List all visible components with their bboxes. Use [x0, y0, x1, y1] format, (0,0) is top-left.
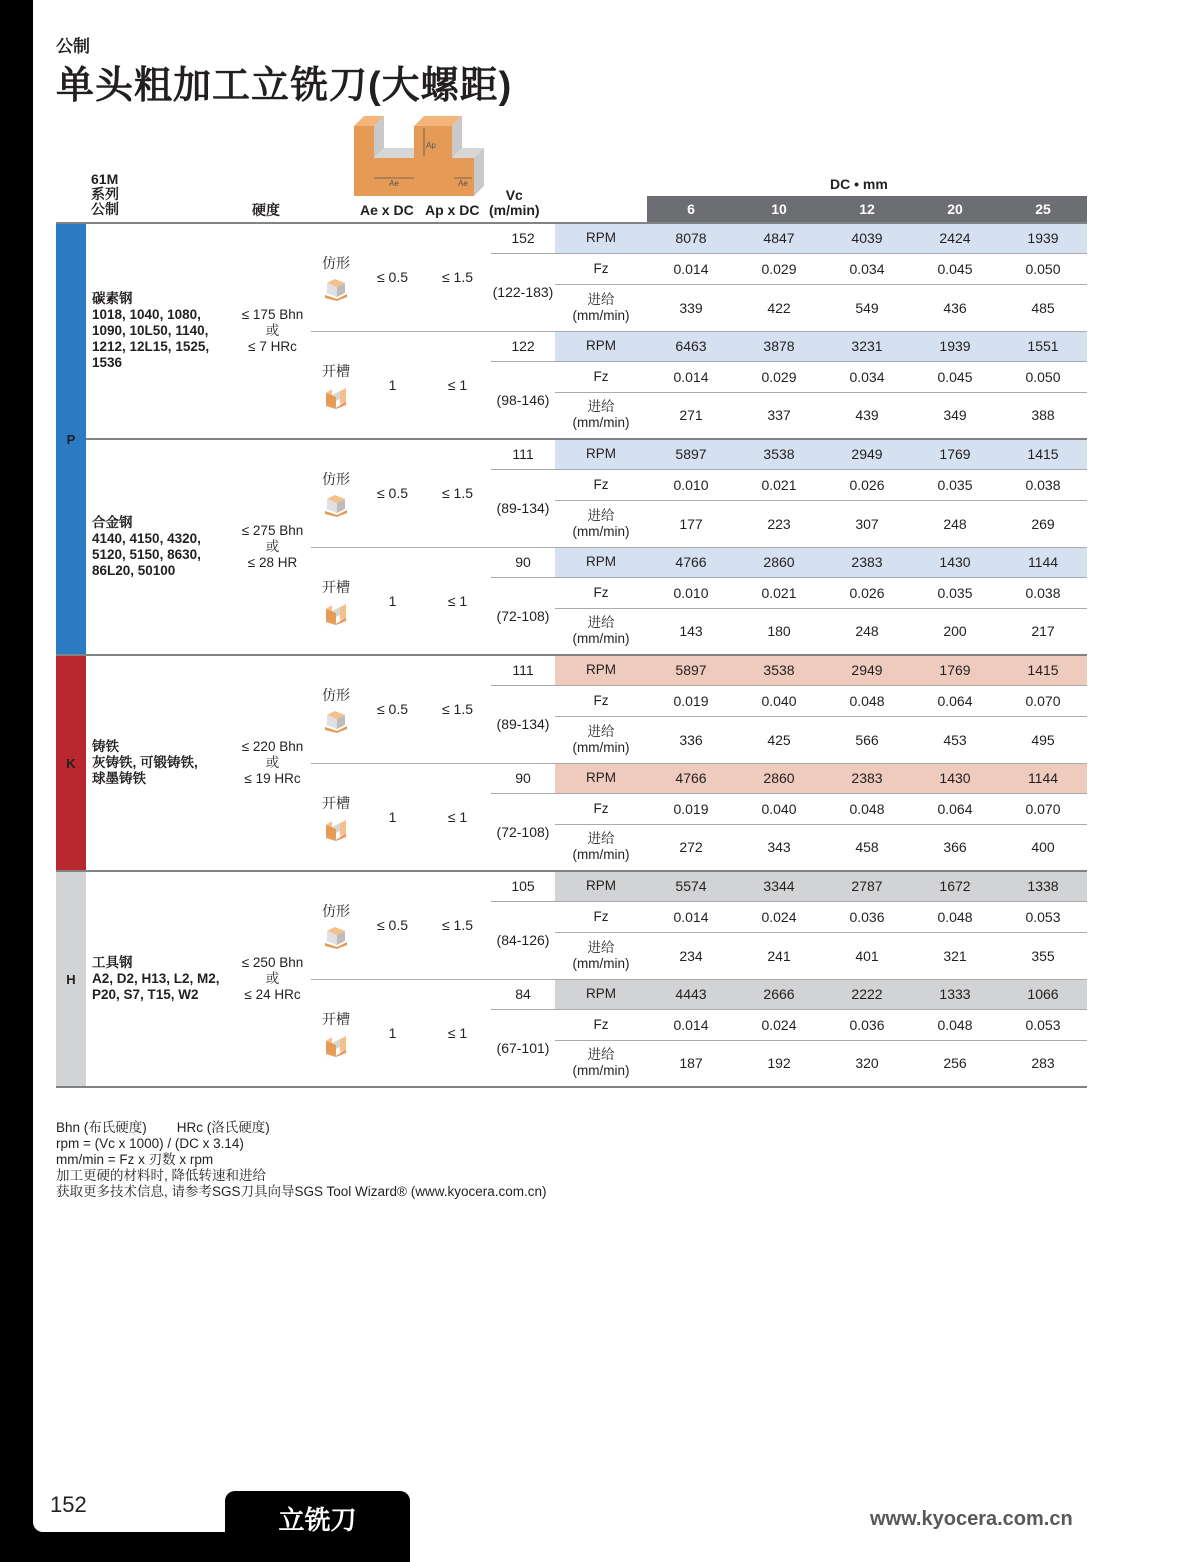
feed-label-text: (mm/min) — [572, 523, 630, 539]
material-grades: 4140, 4150, 4320, — [92, 531, 201, 546]
fz-value: 0.070 — [999, 685, 1087, 716]
hardness — [234, 871, 311, 1087]
fz-value: 0.021 — [735, 577, 823, 608]
hardness-value: ≤ 19 HRc — [244, 771, 301, 786]
ae-value: ≤ 0.5 — [361, 439, 424, 547]
fz-value: 0.026 — [823, 577, 911, 608]
header-spacer — [234, 196, 311, 223]
hardness-value: 或 — [265, 755, 280, 770]
fz-value: 0.050 — [999, 361, 1087, 392]
ap-value: ≤ 1.5 — [424, 655, 491, 763]
feed-value: 436 — [911, 284, 999, 331]
rpm-value: 1672 — [911, 871, 999, 901]
ae-value: ≤ 0.5 — [361, 655, 424, 763]
material-grades: 5120, 5150, 8630, — [92, 547, 201, 562]
metric-label: 公制 — [91, 201, 119, 217]
ap-value: ≤ 1.5 — [424, 439, 491, 547]
feed-label-text: (mm/min) — [572, 1063, 630, 1079]
rpm-value: 5897 — [647, 655, 735, 685]
material-name — [86, 655, 234, 871]
page-title: 单头粗加工立铣刀(大螺距) — [56, 65, 513, 107]
fz-value: 0.034 — [823, 253, 911, 284]
fz-value: 0.010 — [647, 577, 735, 608]
section-tab: 立铣刀 — [225, 1491, 410, 1562]
vc-value: 105 — [491, 871, 555, 901]
rpm-value: 2666 — [735, 979, 823, 1009]
ae-value: ≤ 0.5 — [361, 223, 424, 331]
rpm-value: 2949 — [823, 439, 911, 469]
material-name — [86, 871, 234, 1087]
cutting-data-table — [56, 196, 1087, 1088]
feed-label-text: (mm/min) — [572, 631, 630, 647]
fz-value: 0.038 — [999, 577, 1087, 608]
feed-value: 248 — [911, 500, 999, 547]
rpm-row — [56, 439, 1087, 469]
profiling-icon — [323, 709, 349, 733]
fz-label: Fz — [555, 685, 647, 716]
vc-range: (98-146) — [491, 361, 555, 439]
fz-value: 0.024 — [735, 901, 823, 932]
feed-label-text: 进给 — [587, 939, 615, 955]
rpm-label: RPM — [555, 439, 647, 469]
material-name — [86, 439, 234, 655]
rpm-value: 3538 — [735, 655, 823, 685]
rpm-label: RPM — [555, 655, 647, 685]
rpm-label: RPM — [555, 223, 647, 253]
hardness-value: ≤ 7 HRc — [248, 339, 297, 354]
feed-value: 566 — [823, 716, 911, 763]
header-spacer — [86, 196, 234, 223]
rpm-value: 2787 — [823, 871, 911, 901]
note: mm/min = Fz x 刃数 x rpm — [56, 1152, 214, 1167]
fz-value: 0.014 — [647, 1009, 735, 1040]
feed-value: 271 — [647, 392, 735, 439]
material-grades: P20, S7, T15, W2 — [92, 987, 199, 1002]
feed-value: 192 — [735, 1040, 823, 1087]
rpm-value: 1415 — [999, 439, 1087, 469]
rpm-value: 4847 — [735, 223, 823, 253]
profiling-icon — [323, 925, 349, 949]
vc-value: 152 — [491, 223, 555, 253]
rpm-value: 2860 — [735, 547, 823, 577]
rpm-value: 1144 — [999, 547, 1087, 577]
rpm-value: 1333 — [911, 979, 999, 1009]
feed-value: 307 — [823, 500, 911, 547]
rpm-value: 1415 — [999, 655, 1087, 685]
operation-label: 开槽 — [322, 1010, 350, 1027]
feed-label-text: (mm/min) — [572, 739, 630, 755]
rpm-value: 2383 — [823, 763, 911, 793]
feed-value: 495 — [999, 716, 1087, 763]
vc-range: (89-134) — [491, 469, 555, 547]
feed-label — [555, 1040, 647, 1087]
rpm-value: 3344 — [735, 871, 823, 901]
operation — [311, 439, 361, 547]
fz-value: 0.014 — [647, 253, 735, 284]
feed-value: 217 — [999, 608, 1087, 655]
website-url: www.kyocera.com.cn — [870, 1508, 1073, 1530]
header-spacer — [311, 196, 361, 223]
fz-label: Fz — [555, 469, 647, 500]
feed-label — [555, 500, 647, 547]
dc-header: DC • mm — [830, 176, 888, 192]
fz-value: 0.053 — [999, 901, 1087, 932]
fz-value: 0.048 — [823, 685, 911, 716]
feed-value: 320 — [823, 1040, 911, 1087]
slotting-icon — [323, 385, 349, 409]
feed-value: 256 — [911, 1040, 999, 1087]
fz-value: 0.040 — [735, 685, 823, 716]
dc-column-header: 25 — [999, 196, 1087, 223]
fz-value: 0.019 — [647, 685, 735, 716]
ae-value: 1 — [361, 763, 424, 871]
fz-label: Fz — [555, 1009, 647, 1040]
ap-value: ≤ 1 — [424, 547, 491, 655]
rpm-value: 3878 — [735, 331, 823, 361]
cut-diagram — [352, 116, 484, 198]
note: Bhn (布氏硬度) HRc (洛氏硬度) — [56, 1120, 270, 1135]
fz-label: Fz — [555, 253, 647, 284]
hardness-value: 或 — [265, 323, 280, 338]
rpm-label: RPM — [555, 763, 647, 793]
rpm-value: 1338 — [999, 871, 1087, 901]
slotting-icon — [323, 601, 349, 625]
material-title: 铸铁 — [92, 739, 119, 754]
material-grades: 86L20, 50100 — [92, 563, 176, 578]
fz-value: 0.070 — [999, 793, 1087, 824]
operation-label: 开槽 — [322, 362, 350, 379]
rpm-label: RPM — [555, 331, 647, 361]
hardness-value: 或 — [265, 971, 280, 986]
rpm-label: RPM — [555, 547, 647, 577]
ae-value: ≤ 0.5 — [361, 871, 424, 979]
rpm-value: 1430 — [911, 763, 999, 793]
header-spacer — [424, 196, 491, 223]
ae-header: Ae x DC — [360, 202, 414, 218]
ap-value: ≤ 1.5 — [424, 223, 491, 331]
fz-value: 0.019 — [647, 793, 735, 824]
hardness-value: 或 — [265, 539, 280, 554]
rpm-row — [56, 871, 1087, 901]
note: rpm = (Vc x 1000) / (DC x 3.14) — [56, 1136, 244, 1151]
feed-label-text: (mm/min) — [572, 415, 630, 431]
vc-value: 90 — [491, 763, 555, 793]
feed-value: 549 — [823, 284, 911, 331]
operation — [311, 763, 361, 871]
feed-label — [555, 716, 647, 763]
operation-label: 仿形 — [322, 903, 350, 920]
fz-value: 0.014 — [647, 901, 735, 932]
material-title: 工具钢 — [92, 955, 133, 970]
vc-unit: (m/min) — [489, 202, 540, 218]
operation-label: 仿形 — [322, 687, 350, 704]
feed-value: 200 — [911, 608, 999, 655]
fz-value: 0.038 — [999, 469, 1087, 500]
rpm-value: 8078 — [647, 223, 735, 253]
header-spacer — [491, 196, 555, 223]
dc-column-header: 12 — [823, 196, 911, 223]
vc-label: Vc — [505, 187, 523, 203]
ap-header: Ap x DC — [425, 202, 480, 218]
hardness-value: ≤ 175 Bhn — [241, 307, 304, 322]
fz-value: 0.029 — [735, 253, 823, 284]
ap-value: ≤ 1 — [424, 979, 491, 1087]
profiling-icon — [323, 493, 349, 517]
operation-label: 仿形 — [322, 255, 350, 272]
rpm-row — [56, 223, 1087, 253]
feed-value: 458 — [823, 824, 911, 871]
rpm-value: 1769 — [911, 655, 999, 685]
feed-label-text: 进给 — [587, 291, 615, 307]
rpm-value: 1939 — [911, 331, 999, 361]
fz-value: 0.026 — [823, 469, 911, 500]
rpm-label: RPM — [555, 871, 647, 901]
fz-value: 0.024 — [735, 1009, 823, 1040]
material-grades: 1536 — [92, 355, 123, 370]
fz-label: Fz — [555, 793, 647, 824]
feed-label — [555, 932, 647, 979]
operation — [311, 223, 361, 331]
header-spacer — [555, 196, 647, 223]
feed-value: 321 — [911, 932, 999, 979]
operation-label: 开槽 — [322, 578, 350, 595]
material-name — [86, 223, 234, 439]
rpm-value: 4039 — [823, 223, 911, 253]
feed-value: 349 — [911, 392, 999, 439]
operation-label: 开槽 — [322, 794, 350, 811]
hardness — [234, 655, 311, 871]
fz-value: 0.045 — [911, 361, 999, 392]
fz-value: 0.036 — [823, 901, 911, 932]
feed-value: 422 — [735, 284, 823, 331]
note: 获取更多技术信息, 请参考SGS刀具向导SGS Tool Wizard® (www.kyocera.com.cn) — [56, 1184, 547, 1199]
fz-value: 0.048 — [911, 901, 999, 932]
dc-column-header: 6 — [647, 196, 735, 223]
rpm-value: 2383 — [823, 547, 911, 577]
rpm-value: 1769 — [911, 439, 999, 469]
vc-value: 122 — [491, 331, 555, 361]
feed-value: 400 — [999, 824, 1087, 871]
feed-value: 241 — [735, 932, 823, 979]
feed-value: 180 — [735, 608, 823, 655]
fz-value: 0.050 — [999, 253, 1087, 284]
fz-value: 0.010 — [647, 469, 735, 500]
operation — [311, 655, 361, 763]
ae-value: 1 — [361, 331, 424, 439]
feed-value: 366 — [911, 824, 999, 871]
rpm-value: 5574 — [647, 871, 735, 901]
feed-value: 187 — [647, 1040, 735, 1087]
material-grades: 1212, 12L15, 1525, — [92, 339, 210, 354]
hardness-value: ≤ 220 Bhn — [241, 739, 304, 754]
page-number: 152 — [50, 1492, 87, 1517]
series-label: 系列 — [91, 186, 119, 202]
vc-range: (72-108) — [491, 577, 555, 655]
feed-value: 337 — [735, 392, 823, 439]
feed-label — [555, 824, 647, 871]
feed-value: 234 — [647, 932, 735, 979]
material-grades: 灰铸铁, 可锻铸铁, — [92, 755, 198, 770]
note: 加工更硬的材料时, 降低转速和进给 — [56, 1168, 267, 1183]
feed-value: 269 — [999, 500, 1087, 547]
rpm-value: 2860 — [735, 763, 823, 793]
vc-range: (84-126) — [491, 901, 555, 979]
vc-range: (89-134) — [491, 685, 555, 763]
series-code: 61M — [91, 171, 119, 187]
hardness-value: ≤ 28 HR — [247, 555, 298, 570]
vc-value: 90 — [491, 547, 555, 577]
fz-value: 0.014 — [647, 361, 735, 392]
rpm-label: RPM — [555, 979, 647, 1009]
profiling-icon — [323, 277, 349, 301]
fz-value: 0.053 — [999, 1009, 1087, 1040]
vc-range: (67-101) — [491, 1009, 555, 1087]
rpm-value: 4766 — [647, 547, 735, 577]
slotting-icon — [323, 817, 349, 841]
feed-label-text: 进给 — [587, 831, 615, 847]
feed-label-text: (mm/min) — [572, 307, 630, 323]
material-title: 合金钢 — [92, 515, 133, 530]
notes — [56, 1120, 547, 1200]
hardness-header: 硬度 — [252, 202, 280, 218]
fz-value: 0.034 — [823, 361, 911, 392]
vc-range: (122-183) — [491, 253, 555, 331]
hardness-value: ≤ 24 HRc — [244, 987, 301, 1002]
feed-value: 336 — [647, 716, 735, 763]
unit-label: 公制 — [56, 37, 90, 56]
rpm-value: 6463 — [647, 331, 735, 361]
rpm-value: 1066 — [999, 979, 1087, 1009]
hardness — [234, 439, 311, 655]
vc-value: 111 — [491, 655, 555, 685]
ae-value: 1 — [361, 547, 424, 655]
fz-value: 0.035 — [911, 469, 999, 500]
feed-value: 401 — [823, 932, 911, 979]
header-spacer — [56, 196, 86, 223]
feed-label — [555, 392, 647, 439]
rpm-value: 1430 — [911, 547, 999, 577]
ae-label: Ae — [389, 179, 399, 188]
operation — [311, 979, 361, 1087]
fz-value: 0.045 — [911, 253, 999, 284]
feed-label — [555, 284, 647, 331]
material-grades: 球墨铸铁 — [92, 771, 146, 786]
vc-value: 84 — [491, 979, 555, 1009]
feed-value: 143 — [647, 608, 735, 655]
feed-value: 425 — [735, 716, 823, 763]
feed-label-text: 进给 — [587, 615, 615, 631]
ae-label-2: Ae — [458, 179, 468, 188]
material-grades: 1090, 10L50, 1140, — [92, 323, 209, 338]
material-title: 碳素钢 — [92, 291, 133, 306]
slotting-icon — [323, 1033, 349, 1057]
operation-label: 仿形 — [322, 471, 350, 488]
operation — [311, 871, 361, 979]
feed-value: 339 — [647, 284, 735, 331]
rpm-value: 4443 — [647, 979, 735, 1009]
hardness-value: ≤ 250 Bhn — [241, 955, 304, 970]
fz-value: 0.040 — [735, 793, 823, 824]
ae-value: 1 — [361, 979, 424, 1087]
fz-value: 0.021 — [735, 469, 823, 500]
fz-value: 0.048 — [823, 793, 911, 824]
rpm-value: 3538 — [735, 439, 823, 469]
fz-value: 0.035 — [911, 577, 999, 608]
feed-value: 485 — [999, 284, 1087, 331]
ap-label: Ap — [426, 141, 436, 150]
rpm-value: 5897 — [647, 439, 735, 469]
hardness — [234, 223, 311, 439]
feed-value: 439 — [823, 392, 911, 439]
fz-label: Fz — [555, 361, 647, 392]
feed-label-text: (mm/min) — [572, 955, 630, 971]
fz-value: 0.036 — [823, 1009, 911, 1040]
feed-value: 453 — [911, 716, 999, 763]
operation — [311, 547, 361, 655]
material-grades: 1018, 1040, 1080, — [92, 307, 201, 322]
feed-value: 283 — [999, 1040, 1087, 1087]
rpm-row — [56, 655, 1087, 685]
operation — [311, 331, 361, 439]
feed-value: 388 — [999, 392, 1087, 439]
feed-value: 248 — [823, 608, 911, 655]
material-group-H: H — [56, 871, 86, 1087]
page-footer-area — [410, 1500, 1200, 1562]
material-grades: A2, D2, H13, L2, M2, — [92, 971, 220, 986]
feed-label-text: 进给 — [587, 399, 615, 415]
vc-range: (72-108) — [491, 793, 555, 871]
feed-value: 177 — [647, 500, 735, 547]
feed-label-text: 进给 — [587, 507, 615, 523]
feed-value: 355 — [999, 932, 1087, 979]
feed-value: 343 — [735, 824, 823, 871]
fz-label: Fz — [555, 901, 647, 932]
ap-value: ≤ 1 — [424, 331, 491, 439]
feed-value: 272 — [647, 824, 735, 871]
rpm-value: 1144 — [999, 763, 1087, 793]
rpm-value: 4766 — [647, 763, 735, 793]
ap-value: ≤ 1.5 — [424, 871, 491, 979]
feed-label-text: 进给 — [587, 723, 615, 739]
ap-value: ≤ 1 — [424, 763, 491, 871]
rpm-value: 2222 — [823, 979, 911, 1009]
rpm-value: 2424 — [911, 223, 999, 253]
feed-value: 223 — [735, 500, 823, 547]
dc-column-header: 10 — [735, 196, 823, 223]
rpm-value: 1939 — [999, 223, 1087, 253]
fz-value: 0.064 — [911, 685, 999, 716]
rpm-value: 2949 — [823, 655, 911, 685]
feed-label — [555, 608, 647, 655]
feed-label-text: (mm/min) — [572, 847, 630, 863]
fz-value: 0.064 — [911, 793, 999, 824]
fz-label: Fz — [555, 577, 647, 608]
dc-column-header: 20 — [911, 196, 999, 223]
material-group-P: P — [56, 223, 86, 655]
rpm-value: 1551 — [999, 331, 1087, 361]
fz-value: 0.048 — [911, 1009, 999, 1040]
vc-value: 111 — [491, 439, 555, 469]
rpm-value: 3231 — [823, 331, 911, 361]
material-group-K: K — [56, 655, 86, 871]
header-spacer — [361, 196, 424, 223]
feed-label-text: 进给 — [587, 1047, 615, 1063]
fz-value: 0.029 — [735, 361, 823, 392]
hardness-value: ≤ 275 Bhn — [241, 523, 304, 538]
